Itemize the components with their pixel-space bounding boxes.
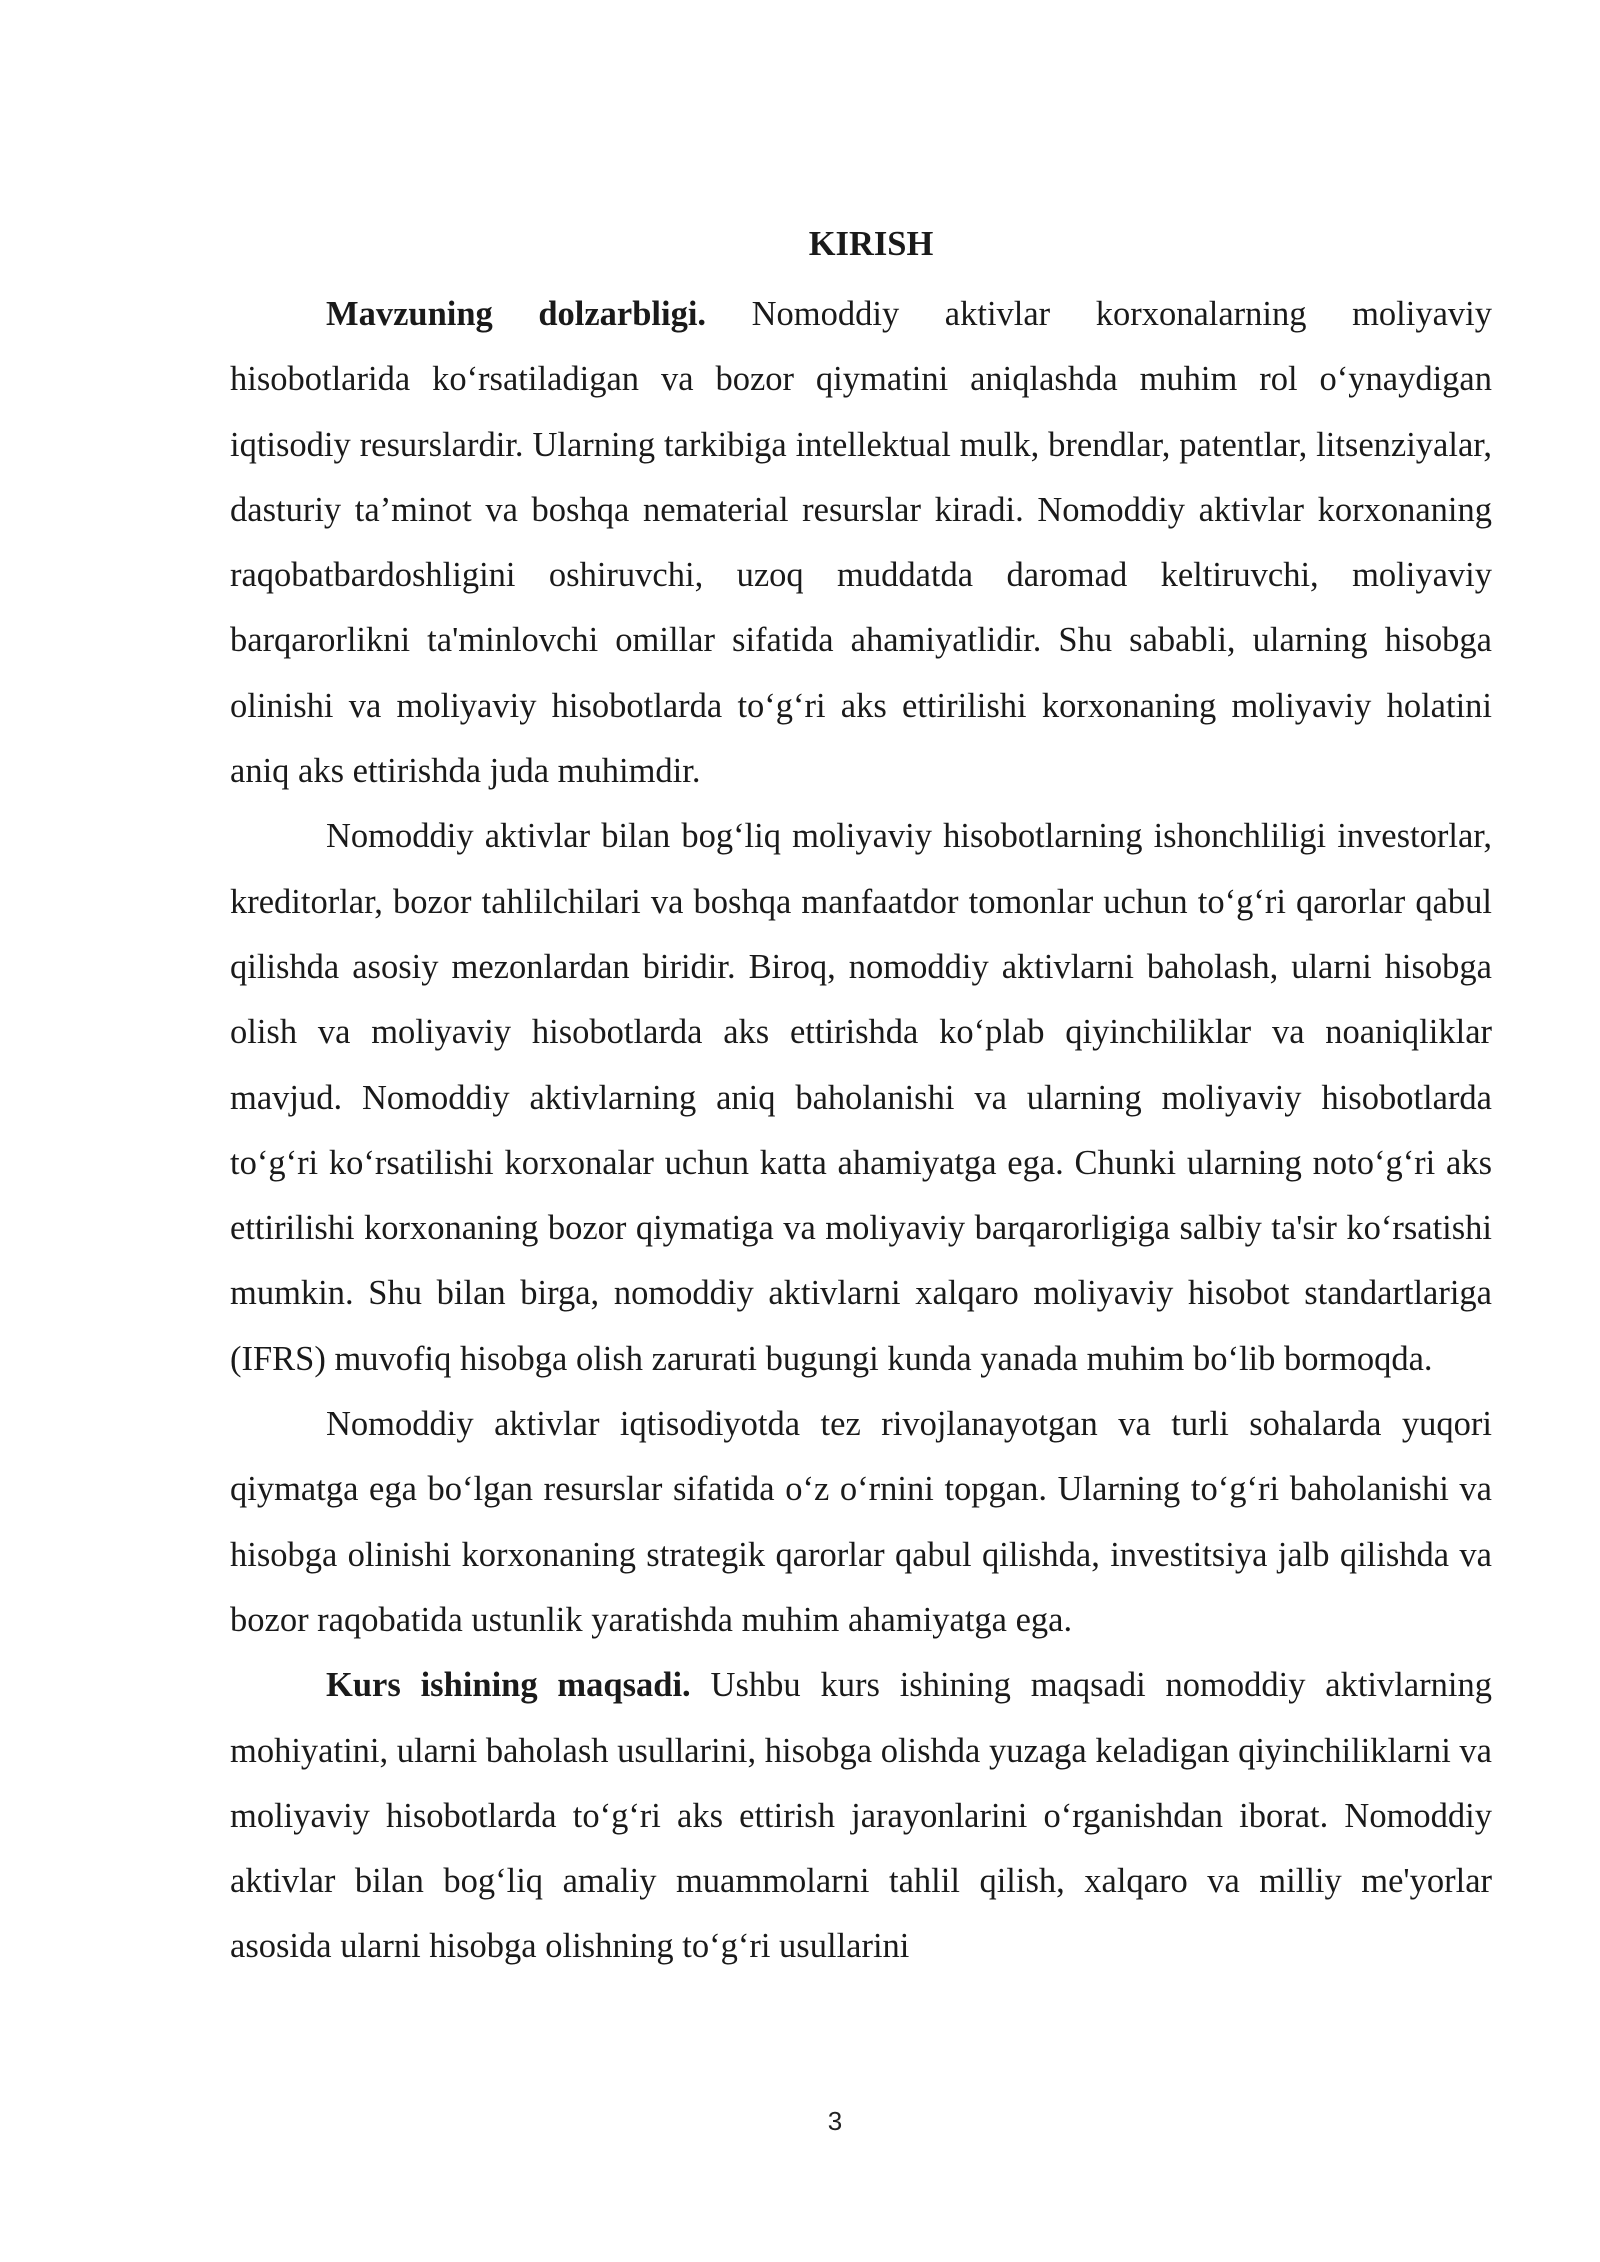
paragraph-goal bbox=[230, 1653, 1492, 1979]
paragraph-text: Ushbu kurs ishining maqsadi nomoddiy aktivlarning mohiyatini, ularni baholash usullarini, hisobga olishda yuzaga keladigan qiyinchiliklarni va moliyaviy hisobotlarda toʻgʻri aks ettirish jarayonlarini oʻrganishdan iborat. Nomoddiy aktivlar bilan bogʻliq amaliy muammolarni tahlil qilish, xalqaro va milliy me'yorlar asosida ularni hisobga olishning toʻgʻri usullarini bbox=[230, 1666, 1492, 1966]
paragraph-reliability bbox=[230, 804, 1492, 1392]
paragraph-text: Nomoddiy aktivlar bilan bogʻliq moliyaviy hisobotlarning ishonchliligi investorlar, kreditorlar, bozor tahlilchilari va boshqa manfaatdor tomonlar uchun toʻgʻri qarorlar qabul qilishda asosiy mezonlardan biridir. Biroq, nomoddiy aktivlarni baholash, ularni hisobga olish va moliyaviy hisobotlarda aks ettirishda koʻplab qiyinchiliklar va noaniqliklar mavjud. Nomoddiy aktivlarning aniq baholanishi va ularning moliyaviy hisobotlarda toʻgʻri koʻrsatilishi korxonalar uchun katta ahamiyatga ega. Chunki ularning notoʻgʻri aks ettirilishi korxonaning bozor qiymatiga va moliyaviy barqarorligiga salbiy ta'sir koʻrsatishi mumkin. Shu bilan birga, nomoddiy aktivlarni xalqaro moliyaviy hisobot standartlariga (IFRS) muvofiq hisobga olish zarurati bugungi kunda yanada muhim boʻlib bormoqda. bbox=[230, 817, 1492, 1378]
paragraph-text: Nomoddiy aktivlar iqtisodiyotda tez rivojlanayotgan va turli sohalarda yuqori qiymatga ega boʻlgan resurslar sifatida oʻz oʻrnini topgan. Ularning toʻgʻri baholanishi va hisobga olinishi korxonaning strategik qarorlar qabul qilishda, investitsiya jalb qilishda va bozor raqobatida ustunlik yaratishda muhim ahamiyatga ega. bbox=[230, 1405, 1492, 1639]
section-title: KIRISH bbox=[808, 225, 934, 263]
paragraph-economy bbox=[230, 1392, 1492, 1653]
paragraph-relevance bbox=[230, 282, 1492, 804]
paragraph-lead: Mavzuning dolzarbligi. bbox=[326, 295, 707, 333]
paragraph-lead: Kurs ishining maqsadi. bbox=[326, 1666, 691, 1705]
page-number: 3 bbox=[827, 2106, 843, 2136]
paragraph-text: Nomoddiy aktivlar korxonalarning moliyaviy hisobotlarida koʻrsatiladigan va bozor qiymatini aniqlashda muhim rol oʻynaydigan iqtisodiy resurslardir. Ularning tarkibiga intellektual mulk, brendlar, patentlar, litsenziyalar, dasturiy ta’minot va boshqa nematerial resurslar kiradi. Nomoddiy aktivlar korxonaning raqobatbardoshligini oshiruvchi, uzoq muddatda daromad keltiruvchi, moliyaviy barqarorlikni ta'minlovchi omillar sifatida ahamiyatlidir. Shu sababli, ularning hisobga olinishi va moliyaviy hisobotlarda toʻgʻri aks ettirilishi korxonaning moliyaviy holatini aniq aks ettirishda juda muhimdir. bbox=[230, 295, 1492, 791]
page-content bbox=[230, 216, 1492, 1980]
